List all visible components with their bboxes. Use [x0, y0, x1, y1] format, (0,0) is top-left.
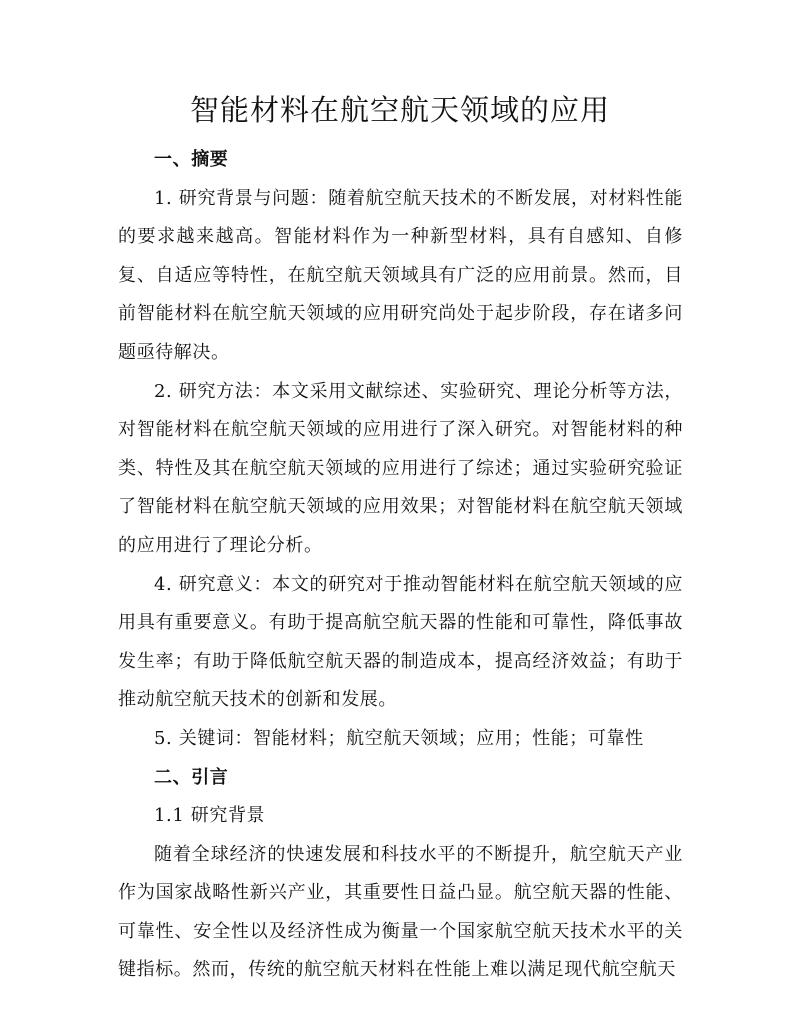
- document-body: [118, 141, 683, 990]
- paragraph-research-methods: 2. 研究方法：本文采用文献综述、实验研究、理论分析等方法，对智能材料在航空航天领域的应用进行了深入研究。对智能材料的种类、特性及其在航空航天领域的应用进行了综述；通过实验研究验证了智能材料在航空航天领域的应用效果；对智能材料在航空航天领域的应用进行了理论分析。: [118, 380, 683, 556]
- paragraph-research-background: 1. 研究背景与问题：随着航空航天技术的不断发展，对材料性能的要求越来越高。智能材料作为一种新型材料，具有自感知、自修复、自适应等特性，在航空航天领域具有广泛的应用前景。然而，目前智能材料在航空航天领域的应用研究尚处于起步阶段，存在诸多问题亟待解决。: [118, 187, 683, 363]
- document-title: 智能材料在航空航天领域的应用: [189, 93, 610, 127]
- section-heading-introduction: 二、引言: [154, 766, 229, 788]
- section-heading-abstract: 一、摘要: [154, 149, 229, 170]
- paragraph-introduction: 随着全球经济的快速发展和科技水平的不断提升，航空航天产业作为国家战略性新兴产业，其重要性日益凸显。航空航天器的性能、可靠性、安全性以及经济性成为衡量一个国家航空航天技术水平的关键指标。然而，传统的航空航天材料在性能上难以满足现代航空航天: [118, 843, 683, 981]
- paragraph-keywords: 5. 关键词：智能材料；航空航天领域；应用；性能；可靠性: [154, 727, 644, 749]
- subsection-heading-background: 1.1 研究背景: [154, 805, 266, 827]
- paragraph-research-significance: 4. 研究意义：本文的研究对于推动智能材料在航空航天领域的应用具有重要意义。有助于提高航空航天器的性能和可靠性，降低事故发生率；有助于降低航空航天器的制造成本，提高经济效益；有助于推动航空航天技术的创新和发展。: [118, 573, 683, 711]
